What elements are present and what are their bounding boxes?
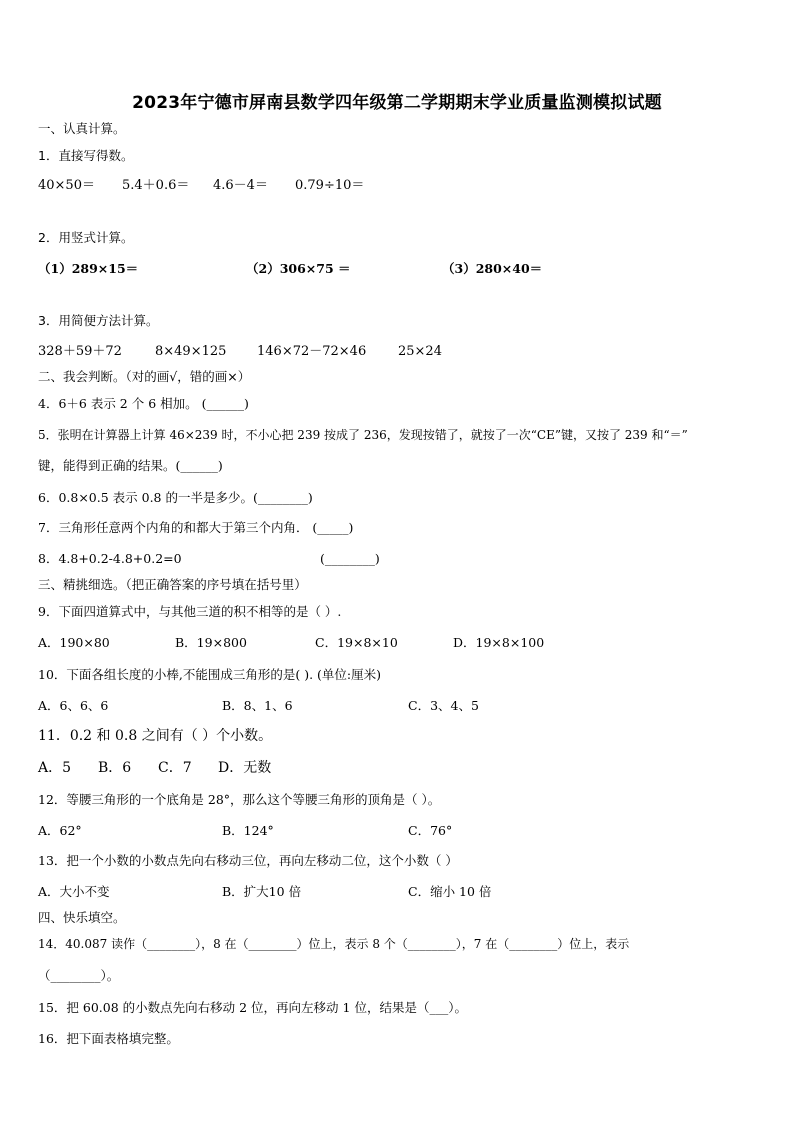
page-title: 2023年宁德市屏南县数学四年级第二学期期末学业质量监测模拟试题 xyxy=(132,93,662,113)
q9-option: A．190×80 xyxy=(38,635,110,650)
question-1: 1．直接写得数。 xyxy=(38,148,134,163)
question-6: 6．0.8×0.5 表示 0.8 的一半是多少。(________) xyxy=(38,490,313,505)
question-11: 11．0.2 和 0.8 之间有（ ）个小数。 xyxy=(38,728,273,744)
question-1-items xyxy=(38,178,364,194)
question-10: 10．下面各组长度的小棒,不能围成三角形的是( ). (单位:厘米) xyxy=(38,667,382,682)
q2-item: （1）289×15＝ xyxy=(38,261,139,276)
question-12-options xyxy=(38,823,452,839)
q1-item: 4.6－4＝ xyxy=(213,178,268,193)
q12-option: C．76° xyxy=(408,823,453,838)
q10-option: C．3、4、5 xyxy=(408,698,479,713)
q11-option: A．5 xyxy=(38,760,72,776)
question-4: 4．6＋6 表示 2 个 6 相加。 (______) xyxy=(38,396,249,411)
question-5-line-2: 键，能得到正确的结果。(______) xyxy=(38,458,223,473)
question-15: 15．把 60.08 的小数点先向右移动 2 位，再向左移动 1 位，结果是（___）。 xyxy=(38,1000,467,1015)
q1-item: 40×50＝ xyxy=(38,178,95,193)
question-12: 12．等腰三角形的一个底角是 28°，那么这个等腰三角形的顶角是（ ）。 xyxy=(38,792,441,807)
question-2-items xyxy=(38,261,542,277)
q1-item: 0.79÷10＝ xyxy=(295,178,365,193)
q13-option: A．大小不变 xyxy=(38,884,110,899)
q12-option: B．124° xyxy=(222,823,274,838)
question-8-blank: (________) xyxy=(320,551,380,566)
question-10-options xyxy=(38,698,479,714)
section-1-heading: 一、认真计算。 xyxy=(38,121,126,136)
question-9: 9．下面四道算式中，与其他三道的积不相等的是（ ）. xyxy=(38,604,342,619)
q11-option: B．6 xyxy=(98,760,132,776)
q10-option: B．8、1、6 xyxy=(222,698,293,713)
q3-item: 328＋59＋72 xyxy=(38,344,122,359)
q3-item: 146×72－72×46 xyxy=(257,344,367,359)
q11-option: C．7 xyxy=(158,760,192,776)
question-11-options xyxy=(38,760,271,776)
question-7: 7．三角形任意两个内角的和都大于第三个内角． (_____) xyxy=(38,520,354,535)
question-14-line-2: （________）。 xyxy=(38,968,120,983)
q3-item: 8×49×125 xyxy=(155,344,227,359)
question-9-options xyxy=(38,635,544,651)
q2-item: （2）306×75 ＝ xyxy=(246,261,351,276)
question-5-line-1: 5．张明在计算器上计算 46×239 时，不小心把 239 按成了 236，发现按错了，就按了一次“CE”键，又按了 239 和“＝” xyxy=(38,428,688,442)
q13-option: C．缩小 10 倍 xyxy=(408,884,492,899)
question-3-items xyxy=(38,344,442,360)
question-3: 3．用简便方法计算。 xyxy=(38,313,159,328)
section-3-heading: 三、精挑细选。（把正确答案的序号填在括号里） xyxy=(38,577,307,592)
section-4-heading: 四、快乐填空。 xyxy=(38,910,126,925)
question-13: 13．把一个小数的小数点先向右移动三位，再向左移动二位，这个小数（ ） xyxy=(38,853,458,868)
section-2-heading: 二、我会判断。（对的画√，错的画×） xyxy=(38,369,251,384)
q13-option: B．扩大10 倍 xyxy=(222,884,302,899)
question-14-line-1: 14．40.087 读作（________），8 在（________）位上，表示 8 个（________），7 在（________）位上，表示 xyxy=(38,937,630,951)
question-8: 8．4.8+0.2-4.8+0.2=0 xyxy=(38,551,182,566)
q3-item: 25×24 xyxy=(398,344,442,359)
q2-item: （3）280×40＝ xyxy=(442,261,543,276)
q9-option: C．19×8×10 xyxy=(315,635,398,650)
q1-item: 5.4＋0.6＝ xyxy=(122,178,190,193)
q10-option: A．6、6、6 xyxy=(38,698,109,713)
q12-option: A．62° xyxy=(38,823,82,838)
question-2: 2．用竖式计算。 xyxy=(38,230,134,245)
question-16: 16．把下面表格填完整。 xyxy=(38,1031,179,1046)
q11-option: D．无数 xyxy=(218,760,272,776)
question-13-options xyxy=(38,884,491,900)
q9-option: D．19×8×100 xyxy=(453,635,545,650)
q9-option: B．19×800 xyxy=(175,635,247,650)
